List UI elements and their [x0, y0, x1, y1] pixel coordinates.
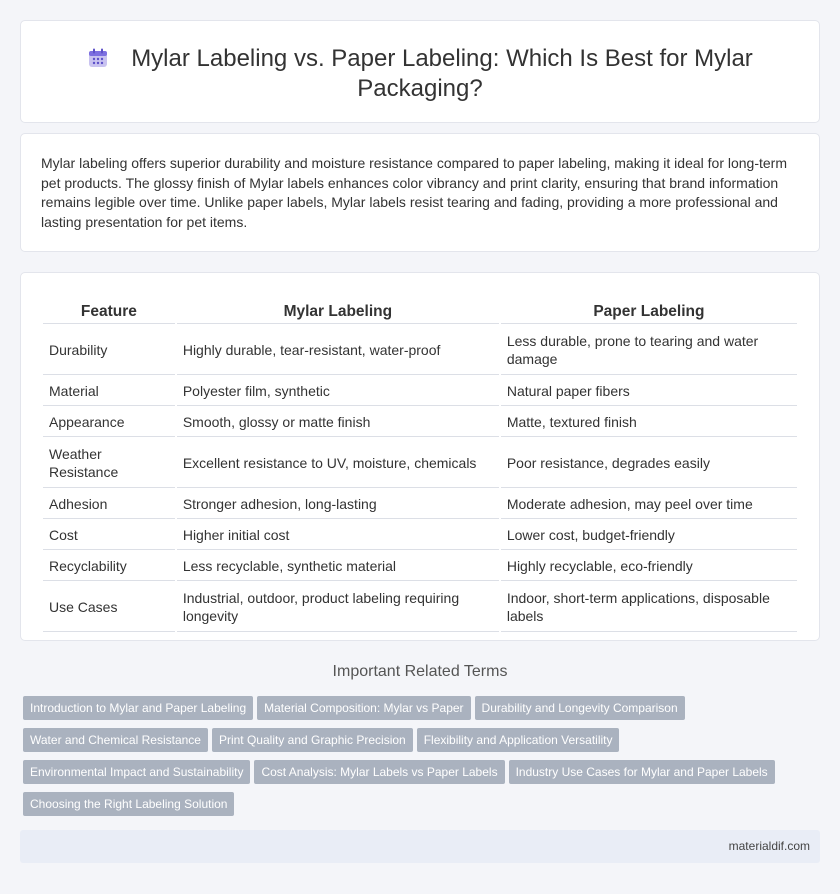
- column-header-paper: Paper Labeling: [501, 297, 797, 324]
- related-term-tag[interactable]: Introduction to Mylar and Paper Labeling: [23, 696, 253, 720]
- mylar-cell: Stronger adhesion, long-lasting: [177, 490, 499, 519]
- table-row: [43, 439, 797, 488]
- paper-cell: Matte, textured finish: [501, 408, 797, 437]
- related-term-tag[interactable]: Industry Use Cases for Mylar and Paper Labels: [509, 760, 775, 784]
- related-term-tag[interactable]: Choosing the Right Labeling Solution: [23, 792, 234, 816]
- paper-cell: Moderate adhesion, may peel over time: [501, 490, 797, 519]
- paper-cell: Indoor, short-term applications, disposable labels: [501, 583, 797, 632]
- tag-row: [23, 696, 823, 728]
- feature-cell: Cost: [43, 521, 175, 550]
- related-term-tag[interactable]: Durability and Longevity Comparison: [475, 696, 685, 720]
- calendar-icon: [87, 47, 109, 69]
- related-terms-list: [23, 696, 823, 824]
- feature-cell: Use Cases: [43, 583, 175, 632]
- table-row: [43, 583, 797, 632]
- page-title: [61, 44, 779, 104]
- feature-cell: Recyclability: [43, 552, 175, 581]
- tag-row: [23, 760, 823, 792]
- table-row: [43, 377, 797, 406]
- mylar-cell: Excellent resistance to UV, moisture, chemicals: [177, 439, 499, 488]
- summary-card: [20, 133, 820, 252]
- related-term-tag[interactable]: Water and Chemical Resistance: [23, 728, 208, 752]
- mylar-cell: Smooth, glossy or matte finish: [177, 408, 499, 437]
- paper-cell: Lower cost, budget-friendly: [501, 521, 797, 550]
- related-term-tag[interactable]: Cost Analysis: Mylar Labels vs Paper Labels: [254, 760, 504, 784]
- column-header-feature: Feature: [43, 297, 175, 324]
- mylar-cell: Less recyclable, synthetic material: [177, 552, 499, 581]
- related-term-tag[interactable]: Print Quality and Graphic Precision: [212, 728, 413, 752]
- table-row: [43, 326, 797, 375]
- paper-cell: Less durable, prone to tearing and water damage: [501, 326, 797, 375]
- feature-cell: Adhesion: [43, 490, 175, 519]
- paper-cell: Highly recyclable, eco-friendly: [501, 552, 797, 581]
- feature-cell: Appearance: [43, 408, 175, 437]
- mylar-cell: Higher initial cost: [177, 521, 499, 550]
- footer-site-link[interactable]: materialdif.com: [728, 839, 810, 853]
- table-header-row: [43, 297, 797, 324]
- related-term-tag[interactable]: Flexibility and Application Versatility: [417, 728, 620, 752]
- tag-row: [23, 792, 823, 824]
- mylar-cell: Polyester film, synthetic: [177, 377, 499, 406]
- related-terms-title: Important Related Terms: [332, 663, 508, 680]
- table-row: [43, 552, 797, 581]
- title-card: [20, 20, 820, 123]
- related-term-tag[interactable]: Material Composition: Mylar vs Paper: [257, 696, 470, 720]
- feature-cell: Material: [43, 377, 175, 406]
- column-header-mylar: Mylar Labeling: [177, 297, 499, 324]
- related-term-tag[interactable]: Environmental Impact and Sustainability: [23, 760, 250, 784]
- footer: [20, 830, 820, 863]
- feature-cell: Durability: [43, 326, 175, 375]
- page-title-text: Mylar Labeling vs. Paper Labeling: Which Is Best for Mylar Packaging?: [131, 45, 753, 102]
- comparison-table: [41, 295, 799, 634]
- table-row: [43, 490, 797, 519]
- paper-cell: Poor resistance, degrades easily: [501, 439, 797, 488]
- paper-cell: Natural paper fibers: [501, 377, 797, 406]
- table-row: [43, 408, 797, 437]
- comparison-card: [20, 272, 820, 641]
- table-row: [43, 521, 797, 550]
- mylar-cell: Industrial, outdoor, product labeling requiring longevity: [177, 583, 499, 632]
- feature-cell: Weather Resistance: [43, 439, 175, 488]
- tag-row: [23, 728, 823, 760]
- mylar-cell: Highly durable, tear-resistant, water-proof: [177, 326, 499, 375]
- summary-text: Mylar labeling offers superior durability and moisture resistance compared to paper labeling, making it ideal for long-term pet products. The glossy finish of Mylar labels enhances color vibrancy and print clarity, ensuring that brand information remains legible over time. Unlike paper labels, Mylar labels resist tearing and fading, providing a more professional and lasting presentation for pet items.: [41, 155, 787, 230]
